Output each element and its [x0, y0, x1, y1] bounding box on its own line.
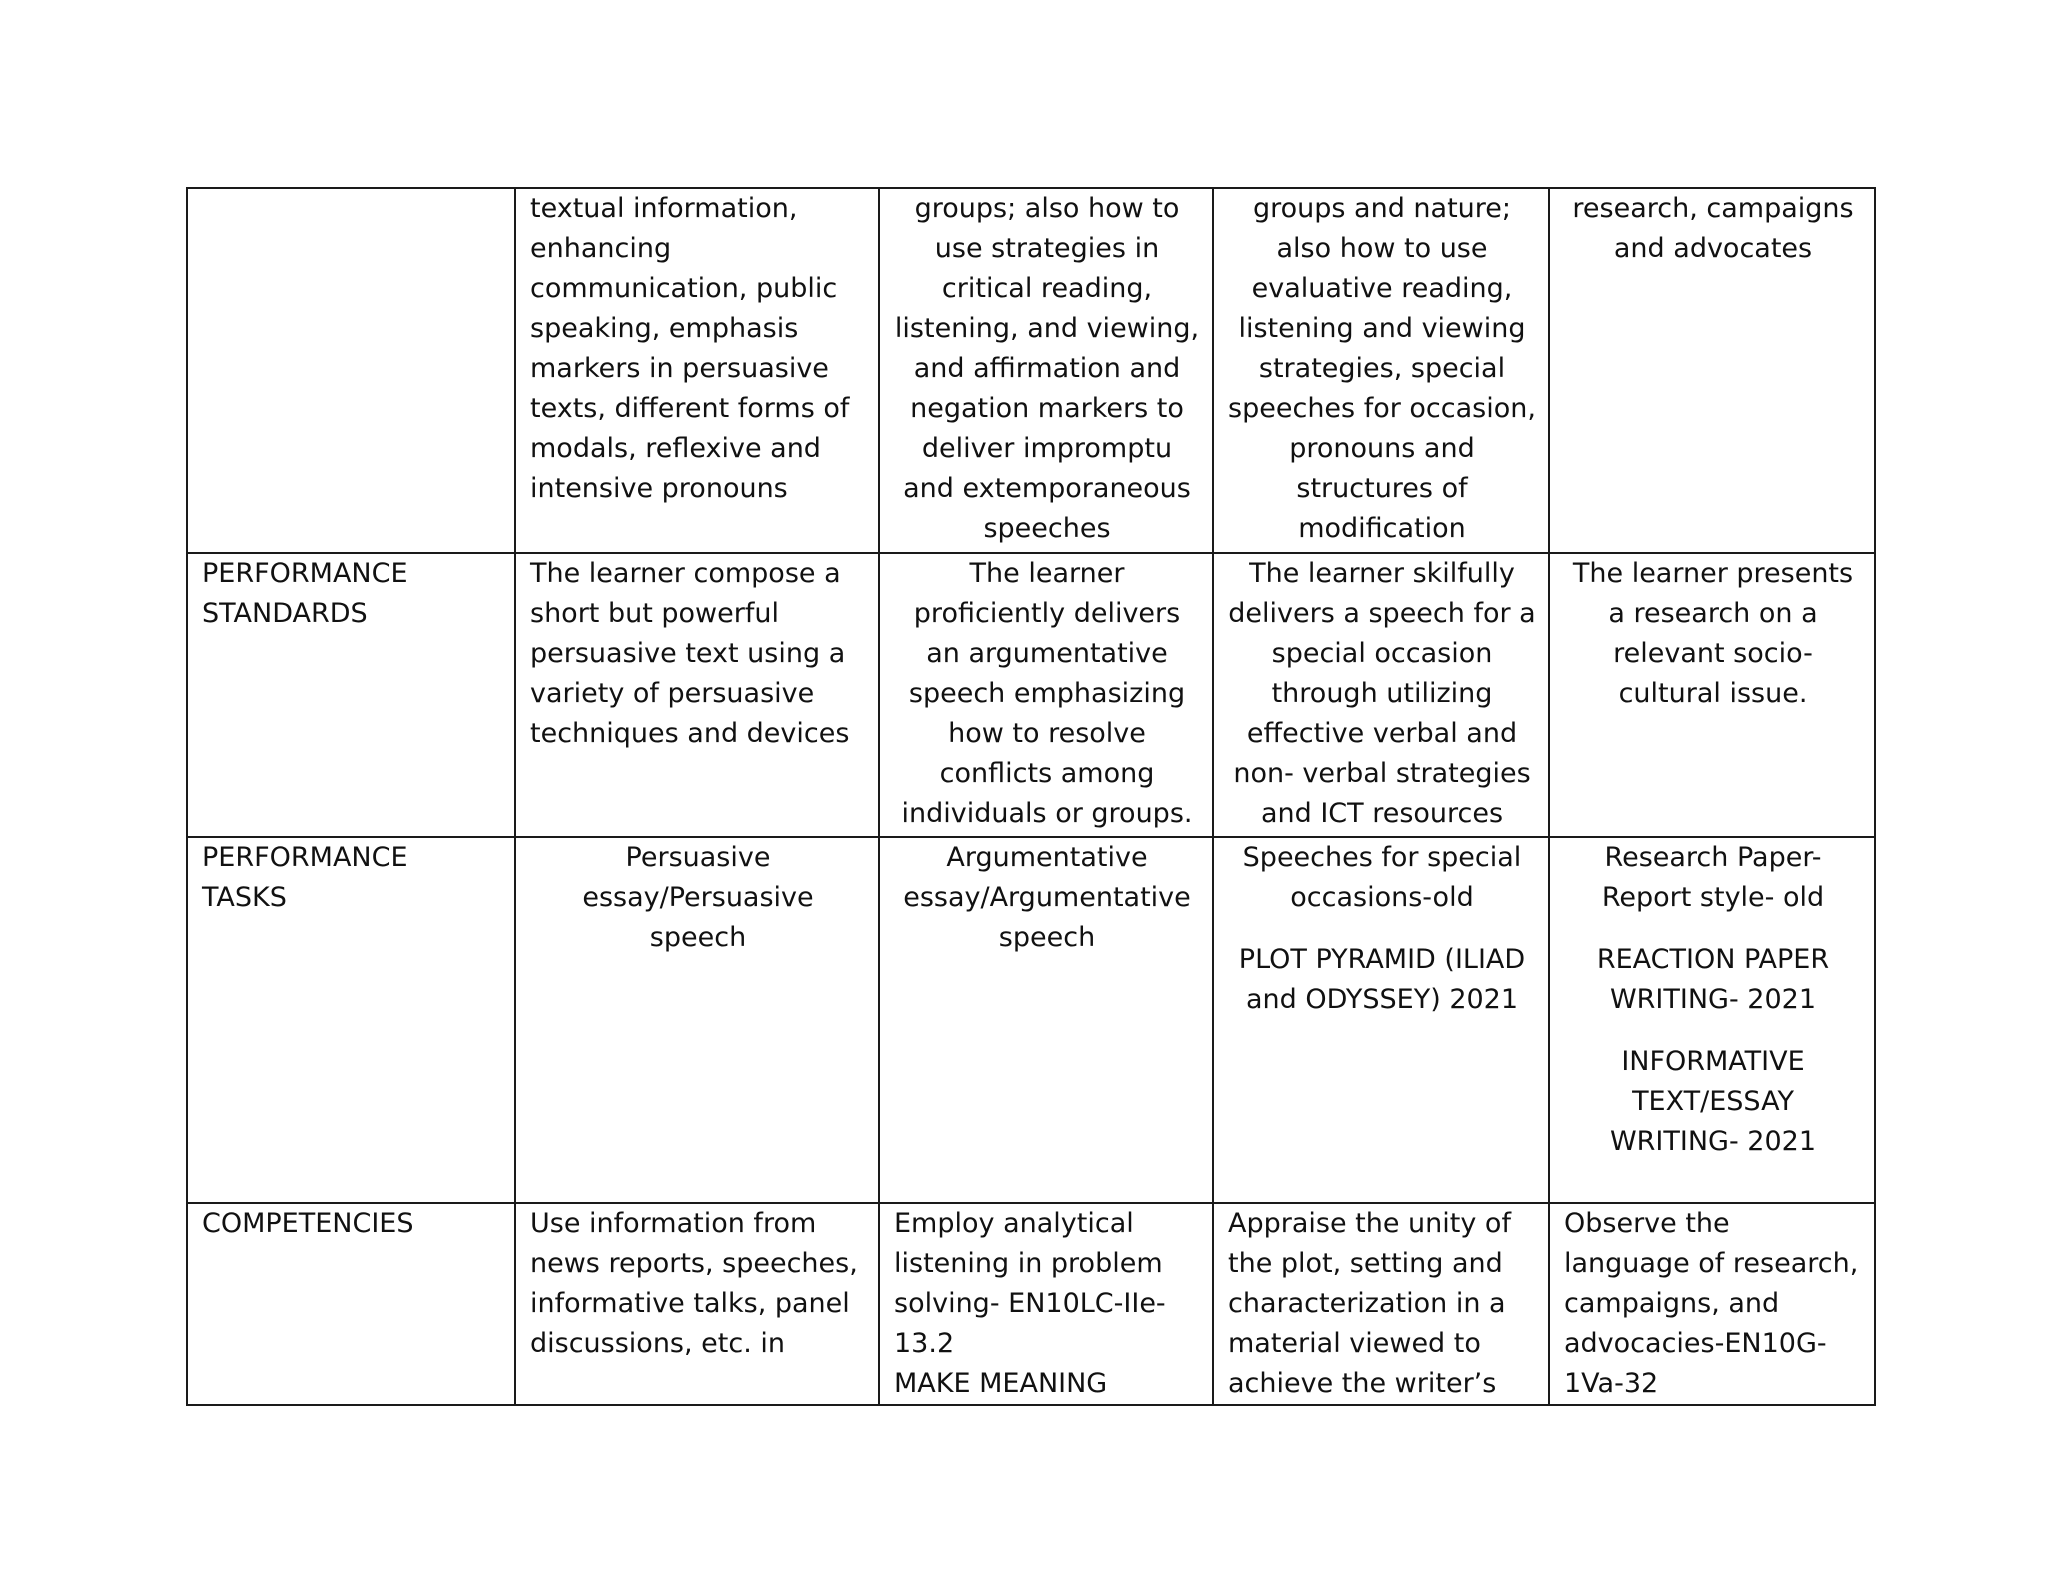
task-2021-informative: INFORMATIVE TEXT/ESSAY WRITING- 2021 [1609, 1046, 1817, 1157]
label-line-1: PERFORMANCE [202, 558, 408, 589]
curriculum-table [186, 187, 1876, 1406]
label-line-1: PERFORMANCE [202, 842, 408, 873]
cell-standards-q1: The learner compose a short but powerful persuasive text using a variety of persuasive techniques and devices [515, 553, 879, 837]
cell-content-q4: research, campaigns and advocates [1549, 188, 1875, 553]
row-label-performance-tasks [187, 837, 515, 1203]
cell-competencies-q3: Appraise the unity of the plot, setting and characterization in a material viewed to achieve the writer’s [1213, 1203, 1549, 1405]
cell-content-q2: groups; also how to use strategies in critical reading, listening, and viewing, and affirmation and negation markers to deliver impromptu and extemporaneous speeches [879, 188, 1213, 553]
table-row-performance-tasks [187, 837, 1875, 1203]
label-line-2: STANDARDS [202, 598, 368, 629]
cell-content-q3: groups and nature; also how to use evaluative reading, listening and viewing strategies, special speeches for occasion, pronouns and structures of modification [1213, 188, 1549, 553]
table-row-performance-standards [187, 553, 1875, 837]
table-row-continuation [187, 188, 1875, 553]
cell-competencies-q1: Use information from news reports, speeches, informative talks, panel discussions, etc. in [515, 1203, 879, 1405]
task-old: Speeches for special occasions-old [1242, 842, 1522, 913]
cell-competencies-q2 [879, 1203, 1213, 1405]
competency-text: Employ analytical listening in problem solving- EN10LC-IIe-13.2 [894, 1208, 1166, 1359]
cell-standards-q4: The learner presents a research on a relevant socio-cultural issue. [1549, 553, 1875, 837]
cell-tasks-q1: Persuasive essay/Persuasive speech [515, 837, 879, 1203]
cell-tasks-q2: Argumentative essay/Argumentative speech [879, 837, 1213, 1203]
task-2021: PLOT PYRAMID (ILIAD and ODYSSEY) 2021 [1238, 944, 1526, 1015]
cell-tasks-q4 [1549, 837, 1875, 1203]
cell-content-q1: textual information, enhancing communication, public speaking, emphasis markers in persuasive texts, different forms of modals, reflexive and intensive pronouns [515, 188, 879, 553]
cell-competencies-q4: Observe the language of research, campaigns, and advocacies-EN10G-1Va-32 [1549, 1203, 1875, 1405]
cell-standards-q2: The learner proficiently delivers an argumentative speech emphasizing how to resolve conflicts among individuals or groups. [879, 553, 1213, 837]
competency-note: MAKE MEANING [894, 1368, 1108, 1399]
cell-standards-q3: The learner skilfully delivers a speech for a special occasion through utilizing effective verbal and non- verbal strategies and ICT resources [1213, 553, 1549, 837]
row-label-performance-standards [187, 553, 515, 837]
row-label-empty [187, 188, 515, 553]
table-row-competencies [187, 1203, 1875, 1405]
task-old: Research Paper- Report style- old [1601, 842, 1825, 913]
row-label-competencies: COMPETENCIES [187, 1203, 515, 1405]
cell-tasks-q3 [1213, 837, 1549, 1203]
label-line-2: TASKS [202, 882, 287, 913]
task-2021-reaction: REACTION PAPER WRITING- 2021 [1596, 944, 1830, 1015]
